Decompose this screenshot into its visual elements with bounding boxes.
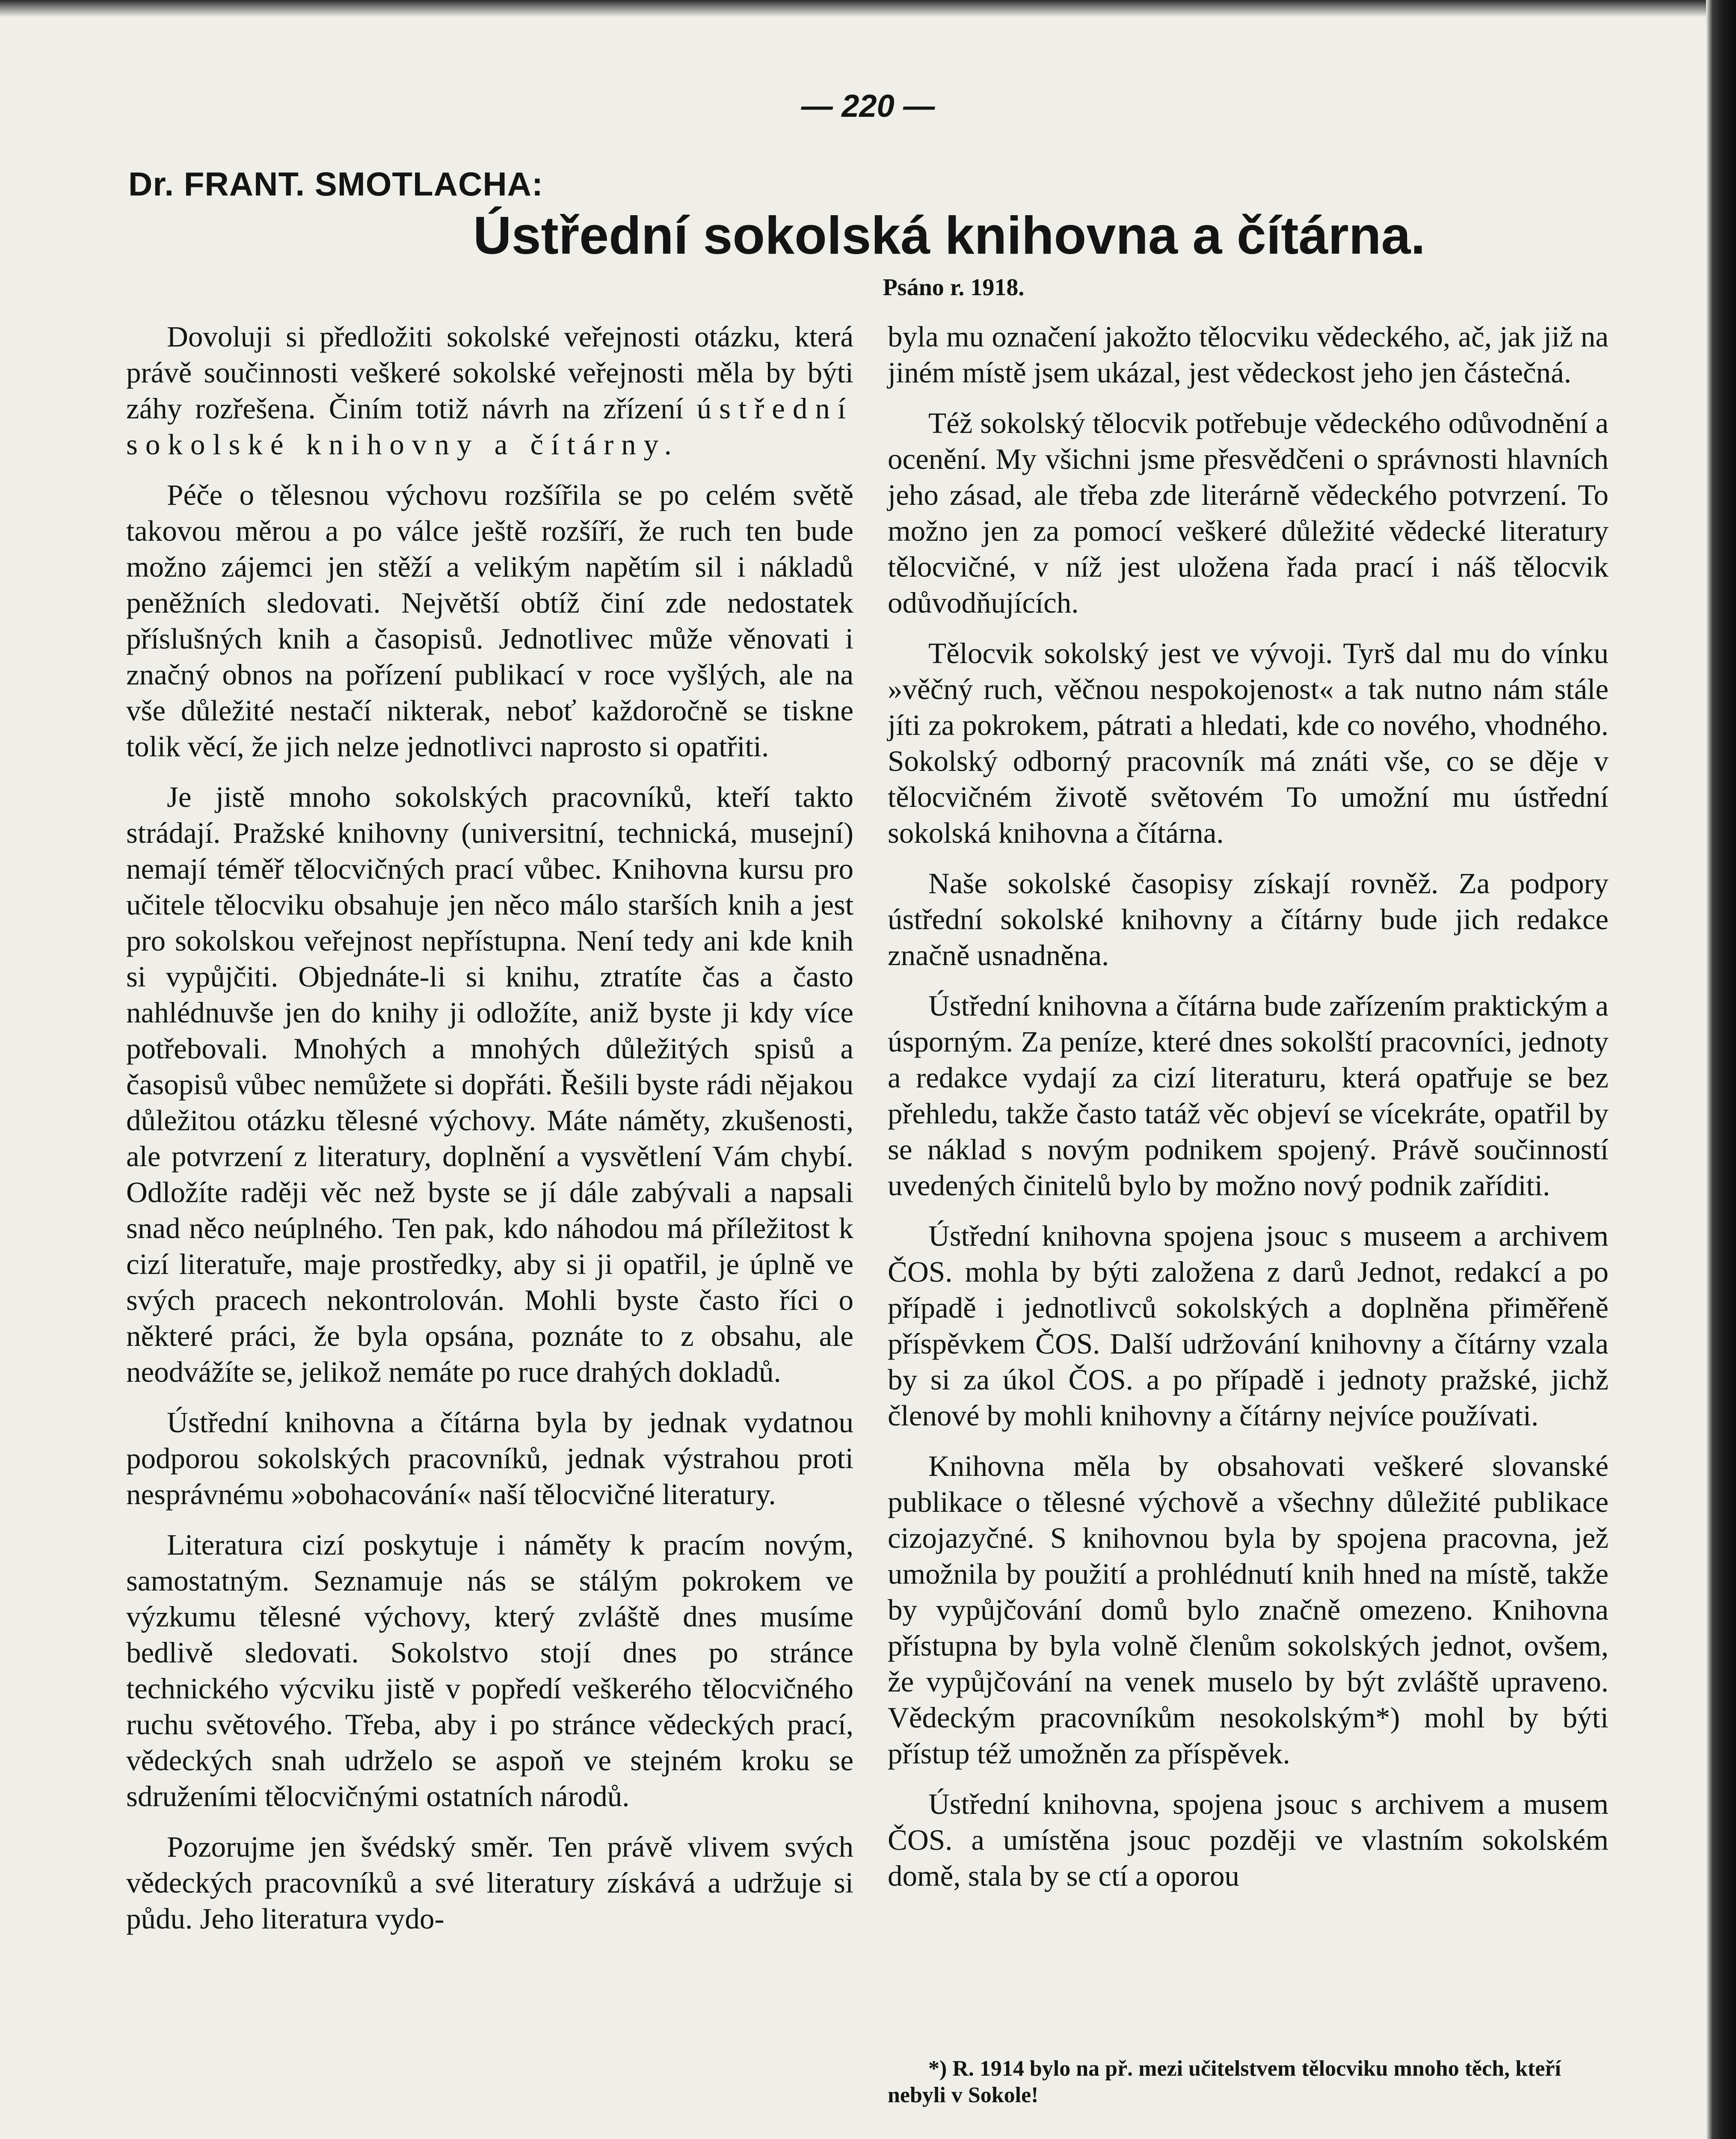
- scan-edge-top: [0, 0, 1736, 17]
- paragraph: Ústřední knihovna, spojena jsouc s archivem a musem ČOS. a umístěna jsouc později ve vlastním sokolském domě, stala by se ctí a oporou: [888, 1788, 1609, 1892]
- paragraph: byla mu označení jakožto tělocviku vědeckého, ač, jak již na jiném místě jsem ukázal, jest vědeckost jeho jen částečná.: [888, 320, 1609, 389]
- article-title: Ústřední sokolská knihovna a čítárna.: [473, 206, 1425, 265]
- paragraph: Literatura cizí poskytuje i náměty k pracím novým, samostatným. Seznamuje nás se stálým pokrokem ve výzkumu tělesné výchovy, který zvláště dnes musíme bedlivě sledovati. Sokolstvo stojí dnes po stránce technického výcviku jistě v popředí veškerého tělocvičného ruchu světového. Třeba, aby i po stránce vědeckých prací, vědeckých snah udrželo se aspoň ve stejném kroku se sdruženími tělocvičnými ostatních národů.: [126, 1529, 853, 1813]
- paragraph: Pozorujme jen švédský směr. Ten právě vlivem svých vědeckých pracovníků a své literatury získává a udržuje si půdu. Jeho literatura vydo-: [126, 1831, 853, 1935]
- paragraph: Též sokolský tělocvik potřebuje vědeckého odůvodnění a ocenění. My všichni jsme přesvědčeni o správnosti hlavních jeho zásad, ale třeba zde literárně vědeckého potvrzení. To možno jen za pomocí veškeré důležité vědecké literatury tělocvičné, v níž jest uložena řada prací i náš tělocvik odůvodňujících.: [888, 407, 1609, 619]
- page-number: — 220 —: [801, 88, 935, 124]
- paragraph: Ústřední knihovna a čítárna bude zařízením praktickým a úsporným. Za peníze, které dnes sokolští pracovníci, jednoty a redakce vydají za cizí literaturu, která opatřuje se bez přehledu, takže často tatáž věc objeví se vícekráte, opatřil by se náklad s novým podnikem spojený. Právě součinností uvedených činitelů bylo by možno nový podnik zaříditi.: [888, 990, 1609, 1202]
- left-column: [126, 319, 853, 1951]
- emphasized-text: ústřední sokolské knihovny a čítárny.: [126, 392, 853, 461]
- paragraph: Naše sokolské časopisy získají rovněž. Za podpory ústřední sokolské knihovny a čítárny bude jich redakce značně usnadněna.: [888, 867, 1609, 972]
- paragraph: Knihovna měla by obsahovati veškeré slovanské publikace o tělesné výchově a všechny důležité publikace cizojazyčné. S knihovnou byla by spojena pracovna, jež umožnila by použití a prohlédnutí knih hned na místě, takže by vypůjčování domů bylo značně omezeno. Knihovna přístupna by byla volně členům sokolských jednot, ovšem, že vypůjčování na venek muselo by být zvláště upraveno. Vědeckým pracovníkům nesokolským*) mohl by býti přístup též umožněn za příspěvek.: [888, 1450, 1609, 1770]
- paragraph: Tělocvik sokolský jest ve vývoji. Tyrš dal mu do vínku »věčný ruch, věčnou nespokojenost« a tak nutno nám stále jíti za pokrokem, pátrati a hledati, kde co nového, vhodného. Sokolský odborný pracovník má znáti vše, co se děje v tělocvičném životě světovém To umožní mu ústřední sokolská knihovna a čítárna.: [888, 637, 1609, 849]
- scan-edge-right: [1706, 0, 1736, 2139]
- footnote: *) R. 1914 bylo na př. mezi učitelstvem tělocviku mnoho těch, kteří nebyli v Sokole!: [888, 2056, 1561, 2107]
- paragraph: Péče o tělesnou výchovu rozšířila se po celém světě takovou měrou a po válce ještě rozšíří, že ruch ten bude možno zájemci jen stěží a velikým napětím sil i nákladů peněžních sledovati. Největší obtíž činí zde nedostatek příslušných knih a časopisů. Jednotlivec může věnovati i značný obnos na pořízení publikací v roce vyšlých, ale na vše důležité nestačí nikterak, neboť každoročně se tiskne tolik věcí, že jich nelze jednotlivci naprosto si opatřiti.: [126, 479, 853, 763]
- paragraph-text: Dovoluji si předložiti sokolské veřejnosti otázku, která právě součinnosti veškeré sokolské veřejnosti měla by býti záhy rozřešena. Činím totiž návrh na zřízení: [126, 320, 853, 425]
- dateline: Psáno r. 1918.: [883, 274, 1025, 301]
- right-column: [888, 319, 1609, 1908]
- paragraph: Je jistě mnoho sokolských pracovníků, kteří takto strádají. Pražské knihovny (universitní, technická, musejní) nemají téměř tělocvičných prací vůbec. Knihovna kursu pro učitele tělocviku obsahuje jen něco málo starších knih a jest pro sokolskou veřejnost nepřístupna. Není tedy ani kde knih si vypůjčiti. Objednáte-li si knihu, ztratíte čas a často nahlédnuvše jen do knihy ji odložíte, aniž byste ji kdy více potřebovali. Mnohých a mnohých důležitých spisů a časopisů vůbec nemůžete si dopřáti. Řešili byste rádi nějakou důležitou otázku tělesné výchovy. Máte náměty, zkušenosti, ale potvrzení z literatury, doplnění a vysvětlení Vám chybí. Odložíte raději věc než byste se jí dále zabývali a napsali snad něco neúplného. Ten pak, kdo náhodou má příležitost k cizí literatuře, maje prostředky, aby si ji opatřil, je úplně ve svých pracech nekontrolován. Mohli byste často říci o některé práci, že byla opsána, poznáte to z obsahu, ale neodvážíte se, jelikož nemáte po ruce drahých dokladů.: [126, 781, 853, 1388]
- paragraph: Ústřední knihovna spojena jsouc s museem a archivem ČOS. mohla by býti založena z darů Jednot, redakcí a po případě i jednotlivců sokolských a doplněna přiměřeně příspěvkem ČOS. Další udržování knihovny a čítárny vzala by si za úkol ČOS. a po případě i jednoty pražské, jichž členové by mohli knihovny a čítárny nejvíce používati.: [888, 1220, 1609, 1432]
- paragraph: Ústřední knihovna a čítárna byla by jednak vydatnou podporou sokolských pracovníků, jednak výstrahou proti nesprávnému »obohacování« naší tělocvičné literatury.: [126, 1406, 853, 1511]
- author-name: Dr. FRANT. SMOTLACHA:: [128, 165, 543, 203]
- paragraph: [126, 319, 853, 462]
